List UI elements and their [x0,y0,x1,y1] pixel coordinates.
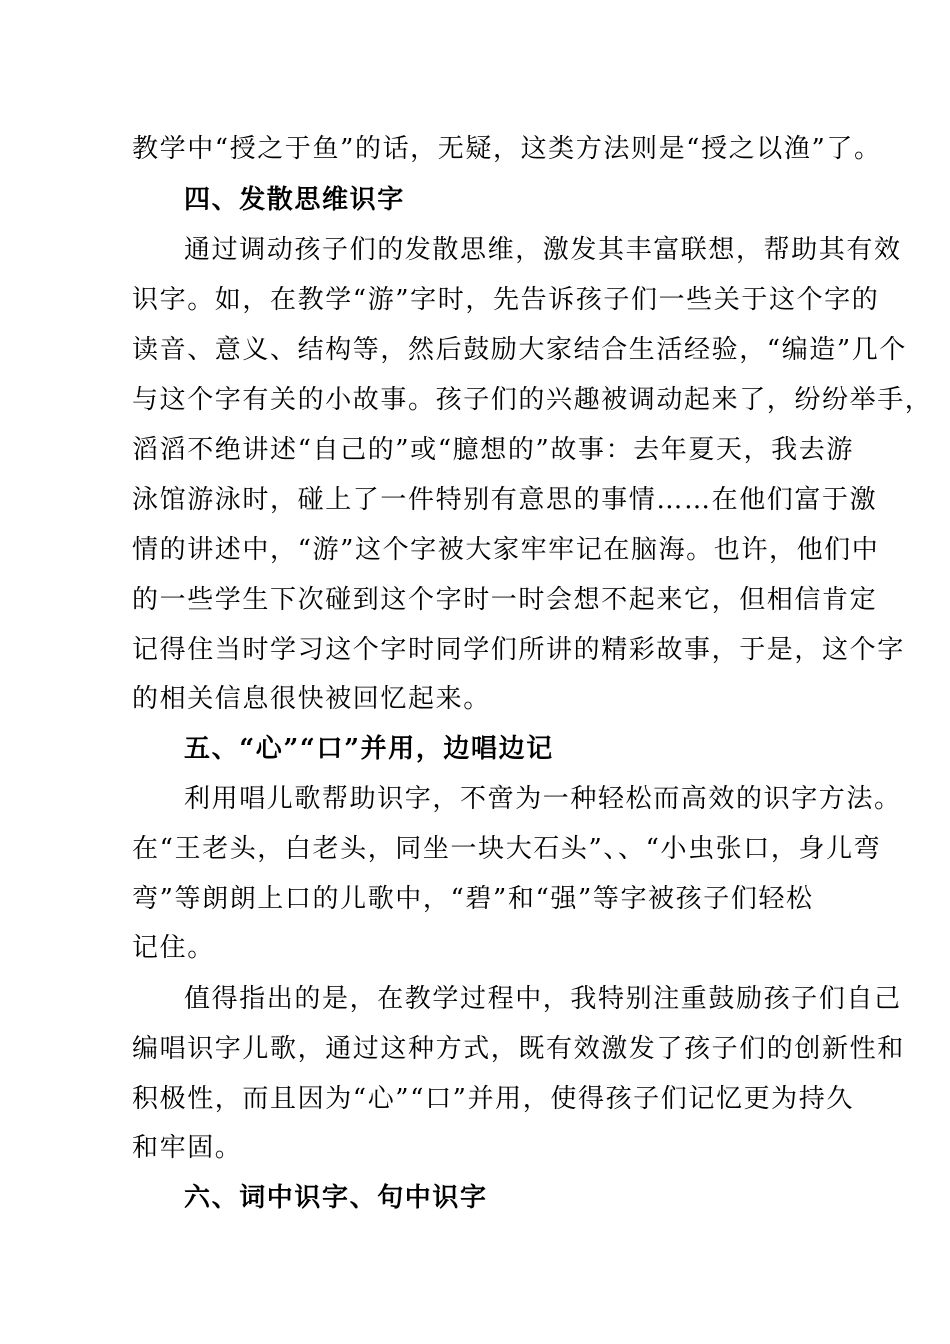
paragraph-line: 滔滔不绝讲述“自己的”或“臆想的”故事：去年夏天，我去游 [132,435,854,465]
paragraph-line: 教学中“授之于鱼”的话，无疑，这类方法则是“授之以渔”了。 [132,134,882,164]
section-heading-5: 五、“心”“口”并用，边唱边记 [184,734,554,764]
paragraph-line: 与这个字有关的小故事。孩子们的兴趣被调动起来了，纷纷举手， [132,385,933,415]
paragraph-line: 记住。 [132,933,215,963]
paragraph-line: 弯”等朗朗上口的儿歌中，“碧”和“强”等字被孩子们轻松 [132,884,814,914]
paragraph-line: 通过调动孩子们的发散思维，激发其丰富联想，帮助其有效 [184,235,902,265]
section-heading-6: 六、词中识字、句中识字 [184,1183,488,1213]
paragraph-line: 泳馆游泳时，碰上了一件特别有意思的事情……在他们富于激 [132,485,878,515]
paragraph-line: 读音、意义、结构等，然后鼓励大家结合生活经验，“编造”几个 [132,335,907,365]
paragraph-line: 和牢固。 [132,1133,243,1163]
paragraph-line: 积极性，而且因为“心”“口”并用，使得孩子们记忆更为持久 [132,1084,854,1114]
paragraph-line: 利用唱儿歌帮助识字，不啻为一种轻松而高效的识字方法。 [184,784,902,814]
paragraph-line: 情的讲述中，“游”这个字被大家牢牢记在脑海。也许，他们中 [132,535,880,565]
paragraph-line: 的一些学生下次碰到这个字时一时会想不起来它，但相信肯定 [132,585,878,615]
section-heading-4: 四、发散思维识字 [184,185,405,215]
paragraph-line: 的相关信息很快被回忆起来。 [132,684,491,714]
paragraph-line: 记得住当时学习这个字时同学们所讲的精彩故事，于是，这个字 [132,635,905,665]
paragraph-line: 编唱识字儿歌，通过这种方式，既有效激发了孩子们的创新性和 [132,1034,905,1064]
paragraph-line: 识字。如，在教学“游”字时，先告诉孩子们一些关于这个字的 [132,285,880,315]
paragraph-line: 值得指出的是，在教学过程中，我特别注重鼓励孩子们自己 [184,984,902,1014]
paragraph-line: 在“王老头，白老头，同坐一块大石头”、、“小虫张口，身儿弯 [132,834,882,864]
